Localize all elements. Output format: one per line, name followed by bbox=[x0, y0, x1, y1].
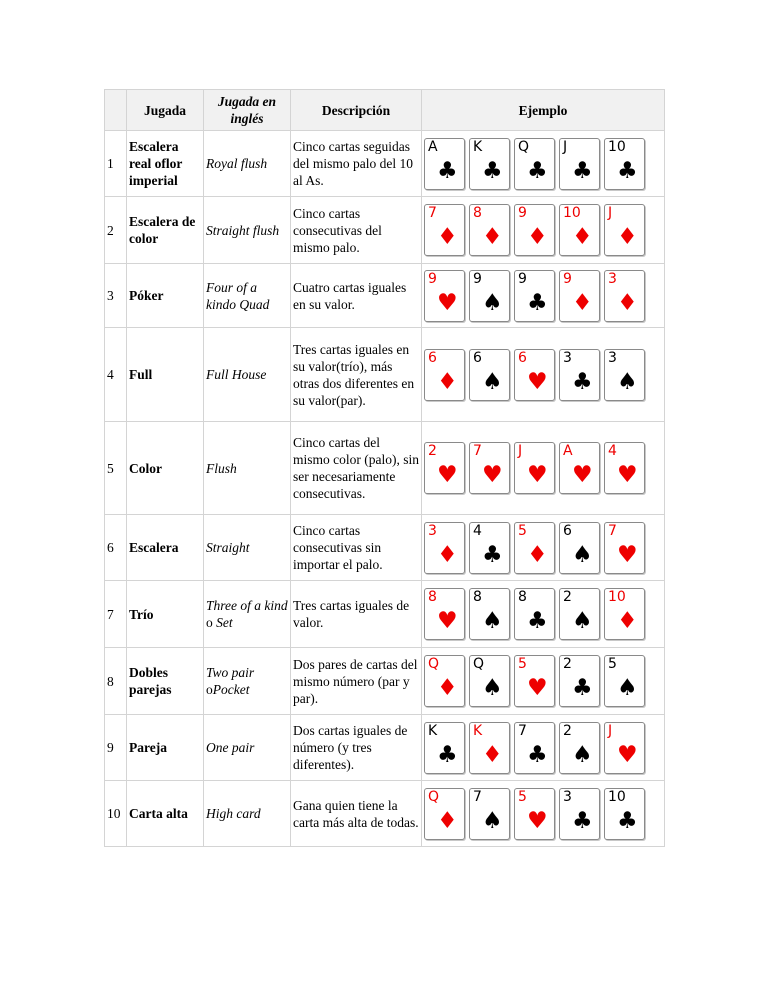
diamond-suit-icon: ♦ bbox=[437, 224, 458, 250]
playing-card bbox=[514, 442, 555, 494]
heart-suit-icon: ♥ bbox=[527, 675, 548, 701]
card-group bbox=[424, 138, 662, 190]
hand-name: Full bbox=[127, 328, 204, 422]
playing-card bbox=[604, 588, 645, 640]
card-rank: 9 bbox=[518, 205, 527, 221]
diamond-suit-icon: ♦ bbox=[482, 224, 503, 250]
hand-example bbox=[422, 581, 665, 648]
card-rank: 7 bbox=[473, 788, 482, 805]
hand-example bbox=[422, 648, 665, 715]
card-rank: 9 bbox=[428, 270, 437, 287]
english-name-part: Three of a kind bbox=[206, 598, 288, 613]
playing-card bbox=[559, 270, 600, 322]
card-rank: 10 bbox=[608, 138, 626, 155]
card-rank: 7 bbox=[608, 522, 617, 539]
spade-suit-icon: ♠ bbox=[482, 807, 503, 834]
club-suit-icon: ♣ bbox=[572, 807, 593, 834]
card-rank: 8 bbox=[428, 589, 437, 605]
card-group bbox=[424, 588, 662, 640]
card-rank: 3 bbox=[428, 522, 437, 539]
hand-name: Escalera de color bbox=[127, 197, 204, 264]
playing-card bbox=[469, 522, 510, 574]
hand-example bbox=[422, 131, 665, 197]
playing-card bbox=[469, 442, 510, 494]
diamond-suit-icon: ♦ bbox=[527, 224, 548, 250]
table-row bbox=[105, 264, 665, 328]
english-name-part: Royal flush bbox=[206, 156, 268, 171]
hand-description: Cinco cartas seguidas del mismo palo del 10 al As. bbox=[291, 131, 422, 197]
heart-suit-icon: ♥ bbox=[572, 462, 593, 488]
playing-card bbox=[469, 349, 510, 401]
hand-name-english bbox=[204, 328, 291, 422]
playing-card bbox=[514, 204, 555, 256]
card-rank: 5 bbox=[518, 522, 527, 539]
card-rank: 7 bbox=[428, 205, 437, 221]
hand-name-english bbox=[204, 715, 291, 781]
club-suit-icon: ♣ bbox=[527, 608, 548, 634]
card-rank: 8 bbox=[518, 589, 527, 605]
club-suit-icon: ♣ bbox=[437, 741, 458, 768]
row-number: 7 bbox=[105, 581, 127, 648]
club-suit-icon: ♣ bbox=[572, 157, 593, 184]
hand-example bbox=[422, 781, 665, 847]
club-suit-icon: ♣ bbox=[482, 157, 503, 184]
english-name-part: Straight bbox=[206, 540, 250, 555]
playing-card bbox=[469, 788, 510, 840]
playing-card bbox=[559, 349, 600, 401]
playing-card bbox=[514, 138, 555, 190]
playing-card bbox=[469, 138, 510, 190]
playing-card bbox=[559, 204, 600, 256]
diamond-suit-icon: ♦ bbox=[617, 608, 638, 634]
playing-card bbox=[424, 270, 465, 322]
club-suit-icon: ♣ bbox=[437, 157, 458, 184]
hand-description: Cinco cartas consecutivas sin importar el palo. bbox=[291, 515, 422, 581]
card-group bbox=[424, 655, 662, 707]
card-rank: 7 bbox=[473, 443, 482, 459]
club-suit-icon: ♣ bbox=[527, 741, 548, 768]
hand-example bbox=[422, 715, 665, 781]
hand-description: Gana quien tiene la carta más alta de todas. bbox=[291, 781, 422, 847]
club-suit-icon: ♣ bbox=[482, 541, 503, 568]
diamond-suit-icon: ♦ bbox=[437, 675, 458, 701]
spade-suit-icon: ♠ bbox=[617, 368, 638, 395]
english-name-part: High card bbox=[206, 806, 261, 821]
playing-card bbox=[559, 788, 600, 840]
table-row bbox=[105, 581, 665, 648]
playing-card bbox=[559, 442, 600, 494]
hand-description: Cinco cartas del mismo color (palo), sin ser necesariamente consecutivas. bbox=[291, 422, 422, 515]
card-rank: 7 bbox=[518, 722, 527, 739]
hand-description: Dos cartas iguales de número (y tres diferentes). bbox=[291, 715, 422, 781]
diamond-suit-icon: ♦ bbox=[437, 541, 458, 568]
hand-name: Escalera bbox=[127, 515, 204, 581]
card-rank: 4 bbox=[608, 443, 617, 459]
hand-name: Pareja bbox=[127, 715, 204, 781]
playing-card bbox=[604, 138, 645, 190]
table-row bbox=[105, 422, 665, 515]
hand-name: Trío bbox=[127, 581, 204, 648]
card-rank: 6 bbox=[518, 349, 527, 366]
english-name-part: Pocket bbox=[212, 682, 250, 697]
card-rank: 6 bbox=[563, 522, 572, 539]
hand-name-english bbox=[204, 197, 291, 264]
card-rank: 6 bbox=[473, 349, 482, 366]
card-rank: Q bbox=[428, 788, 440, 805]
hand-example bbox=[422, 264, 665, 328]
header-play: Jugada bbox=[127, 90, 204, 131]
hand-name-english bbox=[204, 264, 291, 328]
card-rank: 3 bbox=[563, 788, 572, 805]
card-rank: K bbox=[428, 722, 438, 739]
spade-suit-icon: ♠ bbox=[572, 608, 593, 634]
card-rank: Q bbox=[518, 138, 530, 155]
card-rank: 5 bbox=[518, 656, 527, 672]
club-suit-icon: ♣ bbox=[572, 368, 593, 395]
playing-card bbox=[424, 138, 465, 190]
hand-example bbox=[422, 422, 665, 515]
playing-card bbox=[514, 588, 555, 640]
playing-card bbox=[514, 349, 555, 401]
card-rank: 2 bbox=[563, 722, 572, 739]
spade-suit-icon: ♠ bbox=[482, 289, 503, 316]
playing-card bbox=[424, 588, 465, 640]
playing-card bbox=[424, 655, 465, 707]
header-example: Ejemplo bbox=[422, 90, 665, 131]
card-rank: 3 bbox=[608, 270, 617, 287]
card-rank: 3 bbox=[563, 349, 572, 366]
card-rank: 5 bbox=[518, 788, 527, 805]
card-rank: Q bbox=[428, 656, 440, 672]
hand-description: Cuatro cartas iguales en su valor. bbox=[291, 264, 422, 328]
playing-card bbox=[559, 588, 600, 640]
hand-name: Dobles parejas bbox=[127, 648, 204, 715]
heart-suit-icon: ♥ bbox=[437, 608, 458, 634]
spade-suit-icon: ♠ bbox=[572, 741, 593, 768]
hand-name-english bbox=[204, 648, 291, 715]
hand-name-english bbox=[204, 131, 291, 197]
hand-name: Escalera real oflor imperial bbox=[127, 131, 204, 197]
diamond-suit-icon: ♦ bbox=[572, 289, 593, 316]
card-rank: 2 bbox=[563, 656, 572, 672]
card-rank: J bbox=[608, 205, 613, 221]
club-suit-icon: ♣ bbox=[617, 157, 638, 184]
playing-card bbox=[514, 655, 555, 707]
heart-suit-icon: ♥ bbox=[617, 741, 638, 768]
card-rank: 4 bbox=[473, 522, 482, 539]
card-rank: 9 bbox=[473, 270, 482, 287]
heart-suit-icon: ♥ bbox=[437, 289, 458, 316]
hand-name-english bbox=[204, 781, 291, 847]
poker-hands-table bbox=[104, 89, 665, 847]
card-rank: 3 bbox=[608, 349, 617, 366]
english-name-part: Two pair bbox=[206, 665, 255, 680]
card-rank: 9 bbox=[563, 270, 572, 287]
heart-suit-icon: ♥ bbox=[437, 462, 458, 488]
card-group bbox=[424, 349, 662, 401]
playing-card bbox=[469, 588, 510, 640]
header-description: Descripción bbox=[291, 90, 422, 131]
card-group bbox=[424, 522, 662, 574]
hand-example bbox=[422, 328, 665, 422]
playing-card bbox=[469, 270, 510, 322]
card-rank: 10 bbox=[608, 788, 626, 805]
hand-description: Tres cartas iguales en su valor(trío), más otras dos diferentes en su valor(par). bbox=[291, 328, 422, 422]
heart-suit-icon: ♥ bbox=[617, 541, 638, 568]
hand-name: Carta alta bbox=[127, 781, 204, 847]
english-name-part: Straight flush bbox=[206, 222, 280, 238]
heart-suit-icon: ♥ bbox=[617, 462, 638, 488]
english-name-part: Set bbox=[216, 615, 233, 630]
playing-card bbox=[424, 204, 465, 256]
row-number: 10 bbox=[105, 781, 127, 847]
header-row bbox=[105, 90, 665, 131]
row-number: 1 bbox=[105, 131, 127, 197]
card-rank: 9 bbox=[518, 270, 527, 287]
card-rank: Q bbox=[473, 656, 485, 672]
card-rank: J bbox=[563, 138, 568, 155]
playing-card bbox=[424, 442, 465, 494]
playing-card bbox=[469, 722, 510, 774]
card-group bbox=[424, 722, 662, 774]
row-number: 4 bbox=[105, 328, 127, 422]
card-rank: A bbox=[428, 138, 438, 155]
card-rank: K bbox=[473, 722, 483, 739]
hand-name-english bbox=[204, 422, 291, 515]
playing-card bbox=[514, 522, 555, 574]
heart-suit-icon: ♥ bbox=[527, 368, 548, 395]
playing-card bbox=[424, 722, 465, 774]
row-number: 6 bbox=[105, 515, 127, 581]
heart-suit-icon: ♥ bbox=[527, 807, 548, 834]
diamond-suit-icon: ♦ bbox=[437, 807, 458, 834]
playing-card bbox=[424, 349, 465, 401]
playing-card bbox=[559, 522, 600, 574]
diamond-suit-icon: ♦ bbox=[617, 224, 638, 250]
playing-card bbox=[559, 722, 600, 774]
table-row bbox=[105, 715, 665, 781]
playing-card bbox=[424, 788, 465, 840]
card-rank: A bbox=[563, 443, 573, 459]
hand-description: Tres cartas iguales de valor. bbox=[291, 581, 422, 648]
card-rank: 10 bbox=[608, 589, 626, 605]
spade-suit-icon: ♠ bbox=[617, 675, 638, 701]
diamond-suit-icon: ♦ bbox=[572, 224, 593, 250]
row-number: 2 bbox=[105, 197, 127, 264]
club-suit-icon: ♣ bbox=[527, 157, 548, 184]
row-number: 9 bbox=[105, 715, 127, 781]
spade-suit-icon: ♠ bbox=[482, 608, 503, 634]
hand-name-english bbox=[204, 581, 291, 648]
row-number: 5 bbox=[105, 422, 127, 515]
card-rank: J bbox=[518, 443, 523, 459]
table-row bbox=[105, 515, 665, 581]
hand-example bbox=[422, 515, 665, 581]
card-rank: J bbox=[608, 722, 613, 739]
playing-card bbox=[604, 722, 645, 774]
playing-card bbox=[604, 204, 645, 256]
diamond-suit-icon: ♦ bbox=[482, 741, 503, 768]
english-name-part: Full House bbox=[206, 367, 267, 382]
club-suit-icon: ♣ bbox=[617, 807, 638, 834]
table-row bbox=[105, 648, 665, 715]
diamond-suit-icon: ♦ bbox=[617, 289, 638, 316]
playing-card bbox=[514, 788, 555, 840]
table-row bbox=[105, 131, 665, 197]
row-number: 8 bbox=[105, 648, 127, 715]
card-group bbox=[424, 270, 662, 322]
playing-card bbox=[514, 722, 555, 774]
playing-card bbox=[559, 655, 600, 707]
heart-suit-icon: ♥ bbox=[482, 462, 503, 488]
spade-suit-icon: ♠ bbox=[482, 368, 503, 395]
diamond-suit-icon: ♦ bbox=[437, 368, 458, 395]
hand-name: Color bbox=[127, 422, 204, 515]
card-rank: 8 bbox=[473, 205, 482, 221]
playing-card bbox=[604, 270, 645, 322]
hand-description: Dos pares de cartas del mismo número (par y par). bbox=[291, 648, 422, 715]
english-name-part: Four of a kindo Quad bbox=[206, 279, 270, 312]
card-group bbox=[424, 788, 662, 840]
playing-card bbox=[604, 788, 645, 840]
card-rank: K bbox=[473, 138, 483, 155]
card-rank: 6 bbox=[428, 349, 437, 366]
spade-suit-icon: ♠ bbox=[572, 541, 593, 568]
hand-name: Póker bbox=[127, 264, 204, 328]
playing-card bbox=[604, 522, 645, 574]
playing-card bbox=[514, 270, 555, 322]
card-rank: 2 bbox=[428, 443, 437, 459]
header-english: Jugada en inglés bbox=[204, 90, 291, 131]
english-name-part: Flush bbox=[206, 460, 237, 476]
card-rank: 2 bbox=[563, 589, 572, 605]
diamond-suit-icon: ♦ bbox=[527, 541, 548, 568]
spade-suit-icon: ♠ bbox=[482, 675, 503, 701]
hand-example bbox=[422, 197, 665, 264]
table-row bbox=[105, 781, 665, 847]
playing-card bbox=[424, 522, 465, 574]
card-rank: 10 bbox=[563, 205, 581, 221]
card-rank: 5 bbox=[608, 656, 617, 672]
playing-card bbox=[604, 349, 645, 401]
english-name-part: o bbox=[206, 682, 213, 697]
playing-card bbox=[604, 442, 645, 494]
english-name-part: One pair bbox=[206, 740, 255, 755]
heart-suit-icon: ♥ bbox=[527, 462, 548, 488]
playing-card bbox=[559, 138, 600, 190]
hand-description: Cinco cartas consecutivas del mismo palo. bbox=[291, 197, 422, 264]
hand-name-english bbox=[204, 515, 291, 581]
table-row bbox=[105, 197, 665, 264]
header-number bbox=[105, 90, 127, 131]
playing-card bbox=[469, 655, 510, 707]
card-group bbox=[424, 442, 662, 494]
card-rank: 8 bbox=[473, 589, 482, 605]
row-number: 3 bbox=[105, 264, 127, 328]
playing-card bbox=[469, 204, 510, 256]
card-group bbox=[424, 204, 662, 256]
table-row bbox=[105, 328, 665, 422]
club-suit-icon: ♣ bbox=[572, 675, 593, 701]
playing-card bbox=[604, 655, 645, 707]
club-suit-icon: ♣ bbox=[527, 289, 548, 316]
english-name-part: o bbox=[206, 615, 217, 630]
